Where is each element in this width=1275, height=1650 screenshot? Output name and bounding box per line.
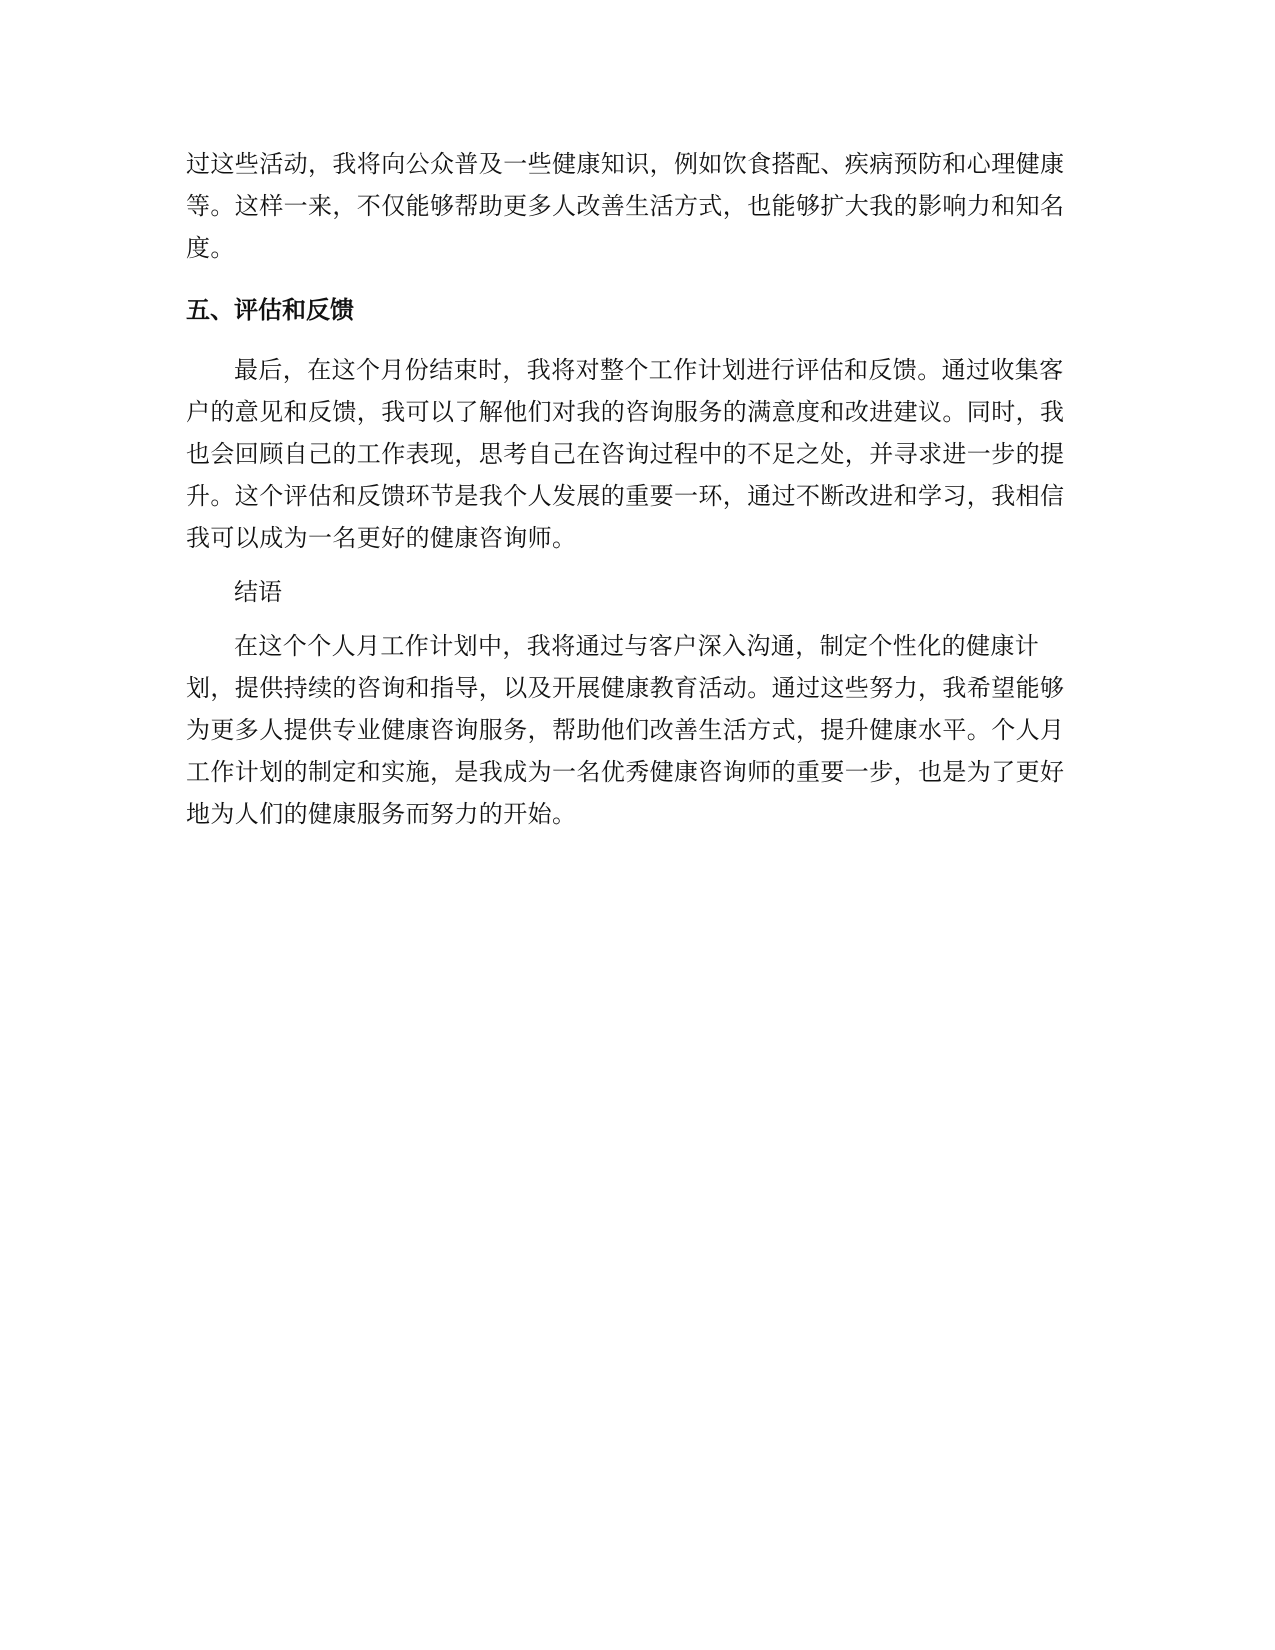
paragraph-line: 过这些活动，我将向公众普及一些健康知识，例如饮食搭配、疾病预防和心理健康 [186, 150, 1065, 178]
paragraph-line: 在这个个人月工作计划中，我将通过与客户深入沟通，制定个性化的健康计 [234, 632, 1040, 660]
paragraph-line: 户的意见和反馈，我可以了解他们对我的咨询服务的满意度和改进建议。同时，我 [186, 398, 1065, 426]
paragraph-conclusion [186, 625, 1089, 835]
paragraph-line: 划，提供持续的咨询和指导，以及开展健康教育活动。通过这些努力，我希望能够 [186, 674, 1065, 702]
paragraph-line: 为更多人提供专业健康咨询服务，帮助他们改善生活方式，提升健康水平。个人月 [186, 716, 1065, 744]
paragraph-line: 最后，在这个月份结束时，我将对整个工作计划进行评估和反馈。通过收集客 [234, 356, 1064, 384]
paragraph-line: 度。 [186, 234, 235, 262]
document-page [186, 143, 1089, 845]
paragraph-line: 工作计划的制定和实施，是我成为一名优秀健康咨询师的重要一步，也是为了更好 [186, 758, 1065, 786]
paragraph-line: 地为人们的健康服务而努力的开始。 [186, 800, 577, 828]
paragraph-line: 我可以成为一名更好的健康咨询师。 [186, 524, 577, 552]
paragraph-evaluation [186, 349, 1089, 559]
conclusion-heading: 结语 [234, 578, 282, 606]
paragraph-line: 也会回顾自己的工作表现，思考自己在咨询过程中的不足之处，并寻求进一步的提 [186, 440, 1065, 468]
paragraph-line: 升。这个评估和反馈环节是我个人发展的重要一环，通过不断改进和学习，我相信 [186, 482, 1065, 510]
paragraph-line: 等。这样一来，不仅能够帮助更多人改善生活方式，也能够扩大我的影响力和知名 [186, 192, 1065, 220]
paragraph-health-education-continued [186, 143, 1089, 269]
section-heading-evaluation: 五、评估和反馈 [186, 296, 354, 324]
